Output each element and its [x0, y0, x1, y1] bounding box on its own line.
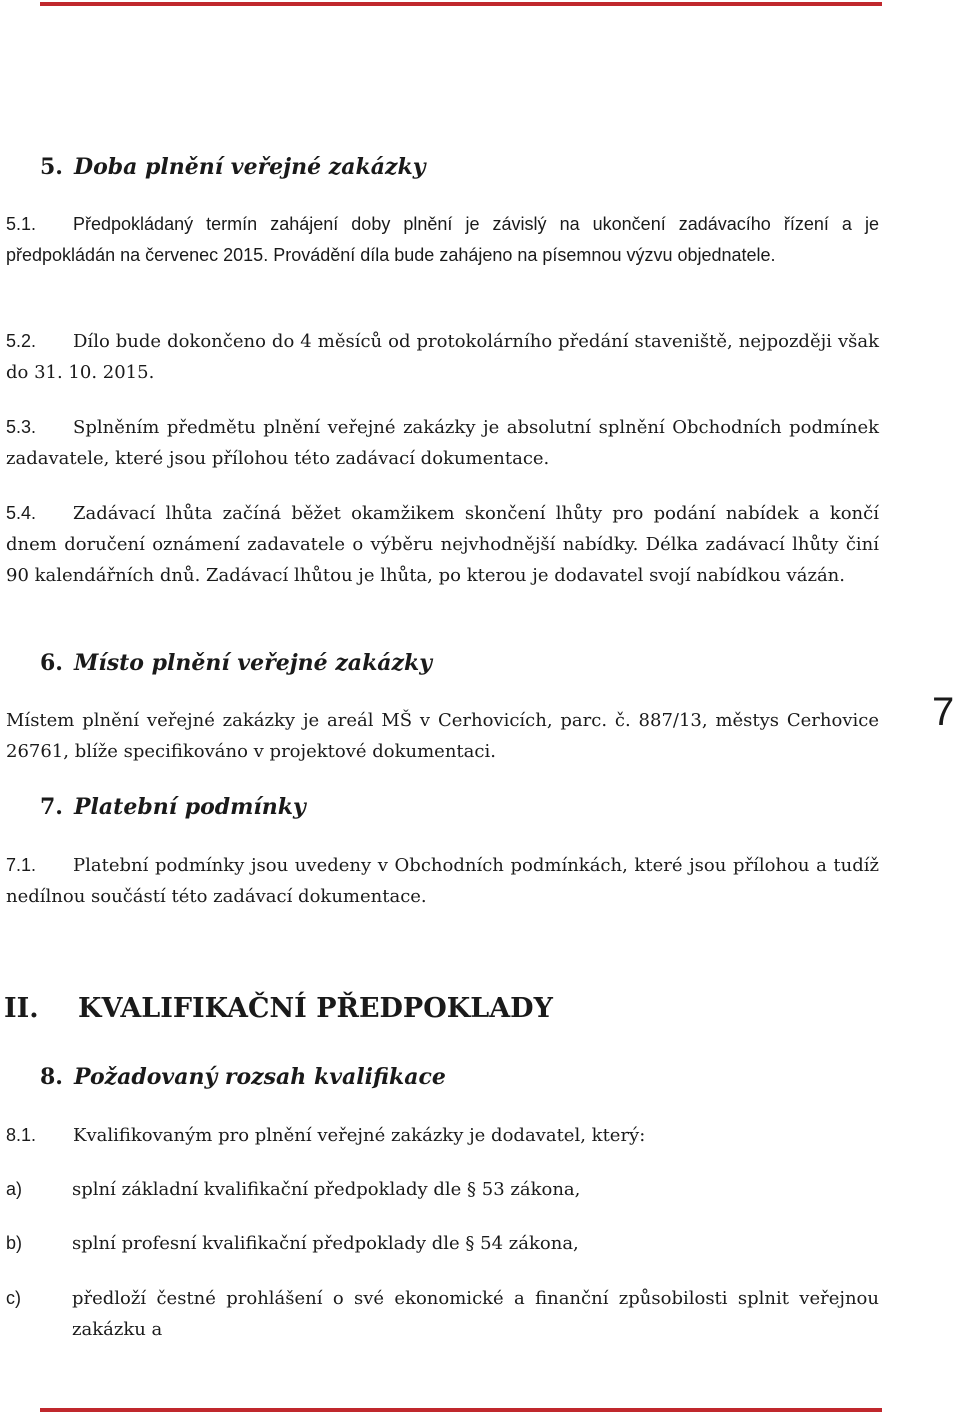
section-5-number: 5. [40, 154, 63, 180]
page-number: 7 [932, 690, 955, 734]
section-7-title: Platební podmínky [74, 794, 306, 820]
part-2-number: II. [4, 993, 39, 1024]
section-8-number: 8. [40, 1064, 63, 1090]
section-7-heading [40, 794, 306, 820]
paragraph-8-1 [6, 1120, 879, 1151]
paragraph-5-2 [6, 326, 879, 388]
paragraph-5-2-number: 5.2. [6, 331, 37, 351]
section-8-title: Požadovaný rozsah kvalifikace [74, 1064, 446, 1090]
section-5-heading [40, 154, 426, 180]
section-6-title: Místo plnění veřejné zakázky [74, 650, 433, 676]
paragraph-5-3 [6, 412, 879, 474]
list-item-b-text: splní profesní kvalifikační předpoklady dle § 54 zákona, [72, 1233, 579, 1254]
section-8-heading [40, 1064, 446, 1090]
list-item-b-letter: b) [6, 1233, 23, 1253]
paragraph-5-4 [6, 498, 879, 591]
paragraph-7-1 [6, 850, 879, 912]
paragraph-5-2-text: Dílo bude dokončeno do 4 měsíců od protokolárního předání staveniště, nejpozději však do 31. 10. 2015. [6, 331, 879, 383]
paragraph-5-1-text: Předpokládaný termín zahájení doby plnění je závislý na ukončení zadávacího řízení a je předpokládán na červenec 2015. Provádění díla bude zahájeno na písemnou výzvu objednatele. [6, 214, 879, 265]
list-item-a-text: splní základní kvalifikační předpoklady dle § 53 zákona, [72, 1179, 581, 1200]
section-6-number: 6. [40, 650, 63, 676]
list-item-c-letter: c) [6, 1288, 21, 1308]
section-5-title: Doba plnění veřejné zakázky [74, 154, 426, 180]
top-red-rule [40, 2, 882, 6]
paragraph-6-text: Místem plnění veřejné zakázky je areál MŠ v Cerhovicích, parc. č. 887/13, městys Cerhovice 26761, blíže specifikováno v projektové dokumentaci. [6, 710, 879, 762]
paragraph-5-1-number: 5.1. [6, 214, 37, 234]
paragraph-5-4-text: Zadávací lhůta začíná běžet okamžikem skončení lhůty pro podání nabídek a končí dnem doručení oznámení zadavatele o výběru nejvhodnější nabídky. Délka zadávací lhůty činí 90 kalendářních dnů. Zadávací lhůtou je lhůta, po kterou je dodavatel svojí nabídkou vázán. [6, 503, 879, 586]
paragraph-5-1 [6, 209, 879, 271]
list-item-b [6, 1228, 879, 1259]
paragraph-7-1-number: 7.1. [6, 855, 37, 875]
paragraph-5-4-number: 5.4. [6, 503, 37, 523]
paragraph-6 [6, 705, 879, 767]
list-item-a [6, 1174, 879, 1205]
section-7-number: 7. [40, 794, 63, 820]
paragraph-5-3-number: 5.3. [6, 417, 37, 437]
part-2-heading [4, 993, 553, 1024]
list-item-c-text: předloží čestné prohlášení o své ekonomické a finanční způsobilosti splnit veřejnou zakázku a [72, 1288, 879, 1340]
paragraph-8-1-text: Kvalifikovaným pro plnění veřejné zakázky je dodavatel, který: [73, 1125, 646, 1146]
section-6-heading [40, 650, 432, 676]
paragraph-7-1-text: Platební podmínky jsou uvedeny v Obchodních podmínkách, které jsou přílohou a tudíž nedílnou součástí této zadávací dokumentace. [6, 855, 879, 907]
list-item-c [6, 1283, 879, 1345]
bottom-red-rule [40, 1408, 882, 1412]
paragraph-5-3-text: Splněním předmětu plnění veřejné zakázky je absolutní splnění Obchodních podmínek zadavatele, které jsou přílohou této zadávací dokumentace. [6, 417, 879, 469]
list-item-a-letter: a) [6, 1179, 23, 1199]
part-2-title: KVALIFIKAČNÍ PŘEDPOKLADY [78, 993, 553, 1024]
paragraph-8-1-number: 8.1. [6, 1125, 37, 1145]
